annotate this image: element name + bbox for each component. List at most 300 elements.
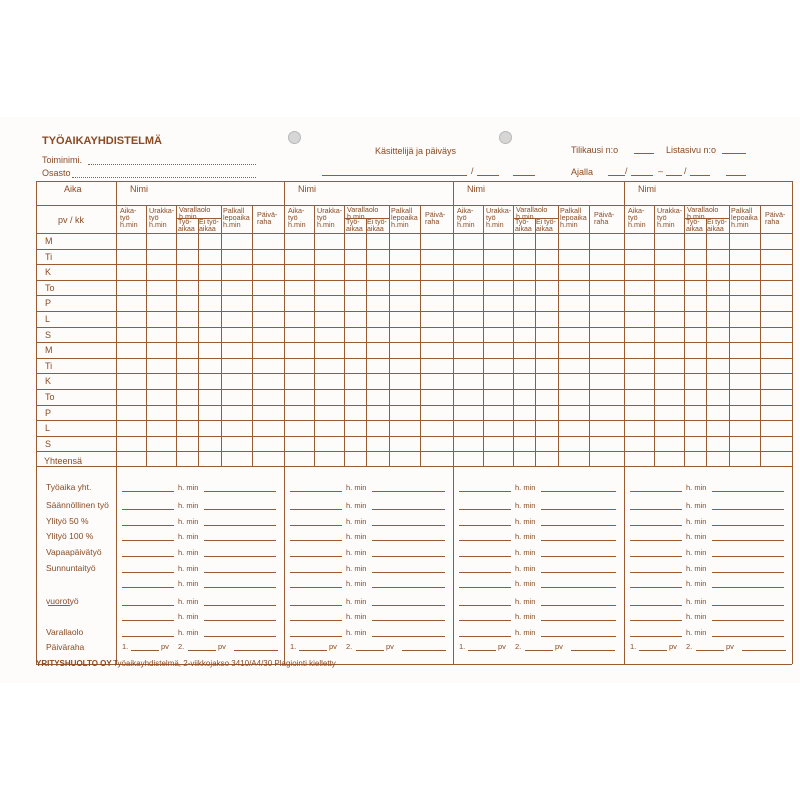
time-cell[interactable] (654, 327, 684, 343)
time-cell[interactable] (314, 436, 344, 452)
time-cell[interactable] (483, 389, 513, 405)
time-cell[interactable] (483, 295, 513, 311)
time-cell[interactable] (116, 342, 146, 358)
time-cell[interactable] (589, 389, 624, 405)
time-cell[interactable] (366, 327, 389, 343)
time-cell[interactable] (116, 420, 146, 436)
time-cell[interactable] (684, 327, 706, 343)
time-cell[interactable] (558, 436, 589, 452)
time-cell[interactable] (314, 327, 344, 343)
time-cell[interactable] (176, 389, 198, 405)
time-cell[interactable] (284, 405, 314, 421)
time-cell[interactable] (706, 373, 729, 389)
time-cell[interactable] (453, 436, 483, 452)
time-cell[interactable] (760, 373, 792, 389)
time-cell[interactable] (729, 436, 760, 452)
time-cell[interactable] (420, 280, 453, 296)
time-cell[interactable] (344, 420, 366, 436)
time-cell[interactable] (760, 280, 792, 296)
time-cell[interactable] (420, 233, 453, 249)
summary-field[interactable] (290, 605, 342, 606)
summary-field[interactable] (122, 572, 174, 573)
time-cell[interactable] (314, 373, 344, 389)
time-cell[interactable] (389, 373, 420, 389)
time-cell[interactable] (176, 295, 198, 311)
time-cell[interactable] (513, 420, 535, 436)
kasittelija-field[interactable] (322, 175, 467, 176)
summary-field[interactable] (459, 636, 511, 637)
time-cell[interactable] (198, 405, 221, 421)
summary-field[interactable] (290, 636, 342, 637)
total-cell[interactable] (198, 451, 221, 466)
time-cell[interactable] (389, 342, 420, 358)
time-cell[interactable] (624, 342, 654, 358)
summary-field[interactable] (122, 620, 174, 621)
time-cell[interactable] (624, 358, 654, 374)
time-cell[interactable] (344, 342, 366, 358)
time-cell[interactable] (729, 264, 760, 280)
time-cell[interactable] (420, 342, 453, 358)
time-cell[interactable] (146, 311, 176, 327)
time-cell[interactable] (654, 264, 684, 280)
time-cell[interactable] (483, 373, 513, 389)
summary-field[interactable] (630, 587, 682, 588)
time-cell[interactable] (116, 358, 146, 374)
time-cell[interactable] (344, 280, 366, 296)
time-cell[interactable] (483, 436, 513, 452)
time-cell[interactable] (706, 311, 729, 327)
summary-field[interactable] (290, 540, 342, 541)
time-cell[interactable] (198, 373, 221, 389)
time-cell[interactable] (146, 358, 176, 374)
time-cell[interactable] (684, 405, 706, 421)
time-cell[interactable] (624, 389, 654, 405)
time-cell[interactable] (221, 249, 252, 265)
time-cell[interactable] (760, 311, 792, 327)
time-cell[interactable] (729, 249, 760, 265)
time-cell[interactable] (654, 311, 684, 327)
time-cell[interactable] (314, 233, 344, 249)
time-cell[interactable] (314, 405, 344, 421)
summary-field[interactable] (459, 587, 511, 588)
time-cell[interactable] (589, 295, 624, 311)
time-cell[interactable] (116, 405, 146, 421)
total-cell[interactable] (654, 451, 684, 466)
time-cell[interactable] (146, 295, 176, 311)
time-cell[interactable] (706, 420, 729, 436)
time-cell[interactable] (344, 358, 366, 374)
time-cell[interactable] (366, 264, 389, 280)
time-cell[interactable] (284, 295, 314, 311)
time-cell[interactable] (729, 342, 760, 358)
time-cell[interactable] (513, 405, 535, 421)
time-cell[interactable] (146, 264, 176, 280)
time-cell[interactable] (706, 358, 729, 374)
time-cell[interactable] (513, 295, 535, 311)
time-cell[interactable] (221, 342, 252, 358)
time-cell[interactable] (513, 358, 535, 374)
time-cell[interactable] (729, 389, 760, 405)
time-cell[interactable] (760, 389, 792, 405)
time-cell[interactable] (760, 420, 792, 436)
time-cell[interactable] (483, 420, 513, 436)
time-cell[interactable] (453, 373, 483, 389)
summary-field[interactable] (459, 556, 511, 557)
time-cell[interactable] (654, 420, 684, 436)
paivaraha-1-field[interactable] (468, 650, 496, 651)
time-cell[interactable] (760, 327, 792, 343)
time-cell[interactable] (176, 280, 198, 296)
time-cell[interactable] (558, 233, 589, 249)
time-cell[interactable] (344, 373, 366, 389)
time-cell[interactable] (252, 358, 284, 374)
time-cell[interactable] (176, 358, 198, 374)
time-cell[interactable] (706, 264, 729, 280)
time-cell[interactable] (589, 311, 624, 327)
time-cell[interactable] (252, 233, 284, 249)
time-cell[interactable] (558, 405, 589, 421)
total-cell[interactable] (624, 451, 654, 466)
time-cell[interactable] (198, 327, 221, 343)
time-cell[interactable] (221, 436, 252, 452)
time-cell[interactable] (116, 311, 146, 327)
summary-field[interactable] (630, 620, 682, 621)
time-cell[interactable] (654, 436, 684, 452)
time-cell[interactable] (314, 389, 344, 405)
time-cell[interactable] (146, 280, 176, 296)
total-cell[interactable] (760, 451, 792, 466)
time-cell[interactable] (706, 436, 729, 452)
time-cell[interactable] (483, 264, 513, 280)
time-cell[interactable] (198, 342, 221, 358)
time-cell[interactable] (558, 311, 589, 327)
time-cell[interactable] (535, 249, 558, 265)
time-cell[interactable] (483, 358, 513, 374)
total-cell[interactable] (453, 451, 483, 466)
summary-field[interactable] (290, 525, 342, 526)
time-cell[interactable] (558, 264, 589, 280)
listasivu-field[interactable] (722, 153, 746, 154)
time-cell[interactable] (558, 389, 589, 405)
time-cell[interactable] (483, 327, 513, 343)
time-cell[interactable] (198, 389, 221, 405)
time-cell[interactable] (252, 405, 284, 421)
time-cell[interactable] (535, 420, 558, 436)
time-cell[interactable] (344, 295, 366, 311)
time-cell[interactable] (729, 405, 760, 421)
time-cell[interactable] (389, 358, 420, 374)
tilikausi-field[interactable] (634, 153, 654, 154)
time-cell[interactable] (314, 280, 344, 296)
time-cell[interactable] (252, 249, 284, 265)
time-cell[interactable] (284, 373, 314, 389)
time-cell[interactable] (589, 405, 624, 421)
time-cell[interactable] (116, 389, 146, 405)
time-cell[interactable] (146, 405, 176, 421)
time-cell[interactable] (176, 249, 198, 265)
total-cell[interactable] (366, 451, 389, 466)
summary-field[interactable] (122, 525, 174, 526)
osasto-field[interactable] (72, 177, 256, 178)
time-cell[interactable] (221, 311, 252, 327)
time-cell[interactable] (344, 389, 366, 405)
time-cell[interactable] (453, 233, 483, 249)
time-cell[interactable] (453, 389, 483, 405)
time-cell[interactable] (146, 436, 176, 452)
time-cell[interactable] (729, 280, 760, 296)
time-cell[interactable] (389, 389, 420, 405)
time-cell[interactable] (344, 233, 366, 249)
summary-field[interactable] (459, 491, 511, 492)
time-cell[interactable] (366, 358, 389, 374)
summary-field[interactable] (290, 509, 342, 510)
time-cell[interactable] (366, 295, 389, 311)
time-cell[interactable] (483, 405, 513, 421)
time-cell[interactable] (284, 327, 314, 343)
total-cell[interactable] (116, 451, 146, 466)
time-cell[interactable] (654, 373, 684, 389)
paivaraha-2-field[interactable] (525, 650, 553, 651)
time-cell[interactable] (284, 233, 314, 249)
total-cell[interactable] (558, 451, 589, 466)
time-cell[interactable] (389, 405, 420, 421)
time-cell[interactable] (684, 373, 706, 389)
time-cell[interactable] (558, 342, 589, 358)
time-cell[interactable] (284, 249, 314, 265)
time-cell[interactable] (176, 233, 198, 249)
time-cell[interactable] (221, 389, 252, 405)
paivaraha-2-field[interactable] (188, 650, 216, 651)
time-cell[interactable] (654, 405, 684, 421)
time-cell[interactable] (706, 233, 729, 249)
paivaraha-2-field[interactable] (696, 650, 724, 651)
time-cell[interactable] (558, 358, 589, 374)
time-cell[interactable] (198, 249, 221, 265)
time-cell[interactable] (420, 264, 453, 280)
total-cell[interactable] (284, 451, 314, 466)
total-cell[interactable] (389, 451, 420, 466)
time-cell[interactable] (453, 311, 483, 327)
time-cell[interactable] (684, 264, 706, 280)
time-cell[interactable] (284, 436, 314, 452)
time-cell[interactable] (535, 358, 558, 374)
time-cell[interactable] (760, 249, 792, 265)
time-cell[interactable] (706, 342, 729, 358)
time-cell[interactable] (420, 373, 453, 389)
time-cell[interactable] (654, 358, 684, 374)
time-cell[interactable] (684, 436, 706, 452)
paivays-year-field[interactable] (513, 175, 535, 176)
time-cell[interactable] (760, 436, 792, 452)
time-cell[interactable] (344, 327, 366, 343)
time-cell[interactable] (624, 249, 654, 265)
time-cell[interactable] (389, 264, 420, 280)
time-cell[interactable] (116, 373, 146, 389)
time-cell[interactable] (420, 436, 453, 452)
paivaraha-2-field[interactable] (356, 650, 384, 651)
total-cell[interactable] (535, 451, 558, 466)
time-cell[interactable] (684, 358, 706, 374)
time-cell[interactable] (366, 249, 389, 265)
time-cell[interactable] (176, 373, 198, 389)
paivaraha-1-field[interactable] (639, 650, 667, 651)
ajalla-day2[interactable] (666, 175, 682, 176)
time-cell[interactable] (221, 233, 252, 249)
time-cell[interactable] (535, 311, 558, 327)
time-cell[interactable] (706, 295, 729, 311)
time-cell[interactable] (558, 373, 589, 389)
time-cell[interactable] (513, 373, 535, 389)
time-cell[interactable] (252, 264, 284, 280)
time-cell[interactable] (589, 342, 624, 358)
time-cell[interactable] (558, 295, 589, 311)
summary-field[interactable] (630, 605, 682, 606)
time-cell[interactable] (760, 264, 792, 280)
total-cell[interactable] (483, 451, 513, 466)
summary-field[interactable] (459, 540, 511, 541)
time-cell[interactable] (146, 233, 176, 249)
time-cell[interactable] (483, 233, 513, 249)
time-cell[interactable] (116, 233, 146, 249)
time-cell[interactable] (176, 327, 198, 343)
time-cell[interactable] (624, 405, 654, 421)
summary-field[interactable] (122, 636, 174, 637)
total-cell[interactable] (344, 451, 366, 466)
summary-field[interactable] (459, 605, 511, 606)
summary-field[interactable] (459, 572, 511, 573)
time-cell[interactable] (729, 295, 760, 311)
time-cell[interactable] (146, 373, 176, 389)
time-cell[interactable] (198, 420, 221, 436)
time-cell[interactable] (221, 405, 252, 421)
time-cell[interactable] (654, 233, 684, 249)
time-cell[interactable] (198, 264, 221, 280)
summary-field[interactable] (630, 509, 682, 510)
summary-field[interactable] (459, 509, 511, 510)
summary-field[interactable] (290, 556, 342, 557)
time-cell[interactable] (535, 342, 558, 358)
time-cell[interactable] (116, 280, 146, 296)
time-cell[interactable] (420, 295, 453, 311)
time-cell[interactable] (513, 389, 535, 405)
time-cell[interactable] (684, 389, 706, 405)
time-cell[interactable] (314, 342, 344, 358)
time-cell[interactable] (729, 327, 760, 343)
time-cell[interactable] (176, 420, 198, 436)
time-cell[interactable] (535, 233, 558, 249)
time-cell[interactable] (176, 405, 198, 421)
time-cell[interactable] (706, 405, 729, 421)
time-cell[interactable] (513, 327, 535, 343)
time-cell[interactable] (389, 311, 420, 327)
time-cell[interactable] (420, 358, 453, 374)
summary-field[interactable] (630, 556, 682, 557)
time-cell[interactable] (366, 342, 389, 358)
time-cell[interactable] (513, 280, 535, 296)
time-cell[interactable] (252, 436, 284, 452)
toiminimi-field[interactable] (88, 164, 256, 165)
time-cell[interactable] (624, 373, 654, 389)
summary-field[interactable] (290, 620, 342, 621)
time-cell[interactable] (198, 311, 221, 327)
time-cell[interactable] (252, 342, 284, 358)
time-cell[interactable] (760, 342, 792, 358)
total-cell[interactable] (589, 451, 624, 466)
time-cell[interactable] (252, 327, 284, 343)
ajalla-year[interactable] (726, 175, 746, 176)
time-cell[interactable] (366, 420, 389, 436)
total-cell[interactable] (684, 451, 706, 466)
summary-field[interactable] (122, 556, 174, 557)
time-cell[interactable] (535, 264, 558, 280)
time-cell[interactable] (314, 420, 344, 436)
time-cell[interactable] (284, 311, 314, 327)
summary-field[interactable] (290, 491, 342, 492)
time-cell[interactable] (366, 280, 389, 296)
time-cell[interactable] (344, 311, 366, 327)
time-cell[interactable] (366, 233, 389, 249)
time-cell[interactable] (729, 233, 760, 249)
summary-field[interactable] (122, 540, 174, 541)
time-cell[interactable] (389, 327, 420, 343)
ajalla-month2[interactable] (690, 175, 710, 176)
time-cell[interactable] (558, 280, 589, 296)
time-cell[interactable] (366, 436, 389, 452)
time-cell[interactable] (535, 280, 558, 296)
time-cell[interactable] (513, 249, 535, 265)
time-cell[interactable] (176, 264, 198, 280)
paivaraha-1-field[interactable] (299, 650, 327, 651)
summary-field[interactable] (122, 605, 174, 606)
time-cell[interactable] (453, 295, 483, 311)
time-cell[interactable] (389, 295, 420, 311)
time-cell[interactable] (589, 264, 624, 280)
total-cell[interactable] (221, 451, 252, 466)
paivays-month-field[interactable] (477, 175, 499, 176)
time-cell[interactable] (252, 280, 284, 296)
time-cell[interactable] (252, 311, 284, 327)
time-cell[interactable] (535, 327, 558, 343)
time-cell[interactable] (146, 249, 176, 265)
total-cell[interactable] (252, 451, 284, 466)
time-cell[interactable] (344, 436, 366, 452)
time-cell[interactable] (453, 358, 483, 374)
time-cell[interactable] (389, 249, 420, 265)
time-cell[interactable] (366, 389, 389, 405)
time-cell[interactable] (146, 420, 176, 436)
time-cell[interactable] (198, 358, 221, 374)
time-cell[interactable] (654, 342, 684, 358)
time-cell[interactable] (176, 436, 198, 452)
time-cell[interactable] (589, 327, 624, 343)
summary-field[interactable] (459, 620, 511, 621)
ajalla-month1[interactable] (631, 175, 653, 176)
time-cell[interactable] (176, 311, 198, 327)
time-cell[interactable] (535, 389, 558, 405)
time-cell[interactable] (314, 358, 344, 374)
time-cell[interactable] (453, 342, 483, 358)
time-cell[interactable] (624, 311, 654, 327)
time-cell[interactable] (760, 358, 792, 374)
time-cell[interactable] (684, 295, 706, 311)
time-cell[interactable] (221, 373, 252, 389)
time-cell[interactable] (198, 436, 221, 452)
summary-field[interactable] (630, 636, 682, 637)
time-cell[interactable] (146, 389, 176, 405)
time-cell[interactable] (344, 264, 366, 280)
total-cell[interactable] (176, 451, 198, 466)
time-cell[interactable] (589, 420, 624, 436)
